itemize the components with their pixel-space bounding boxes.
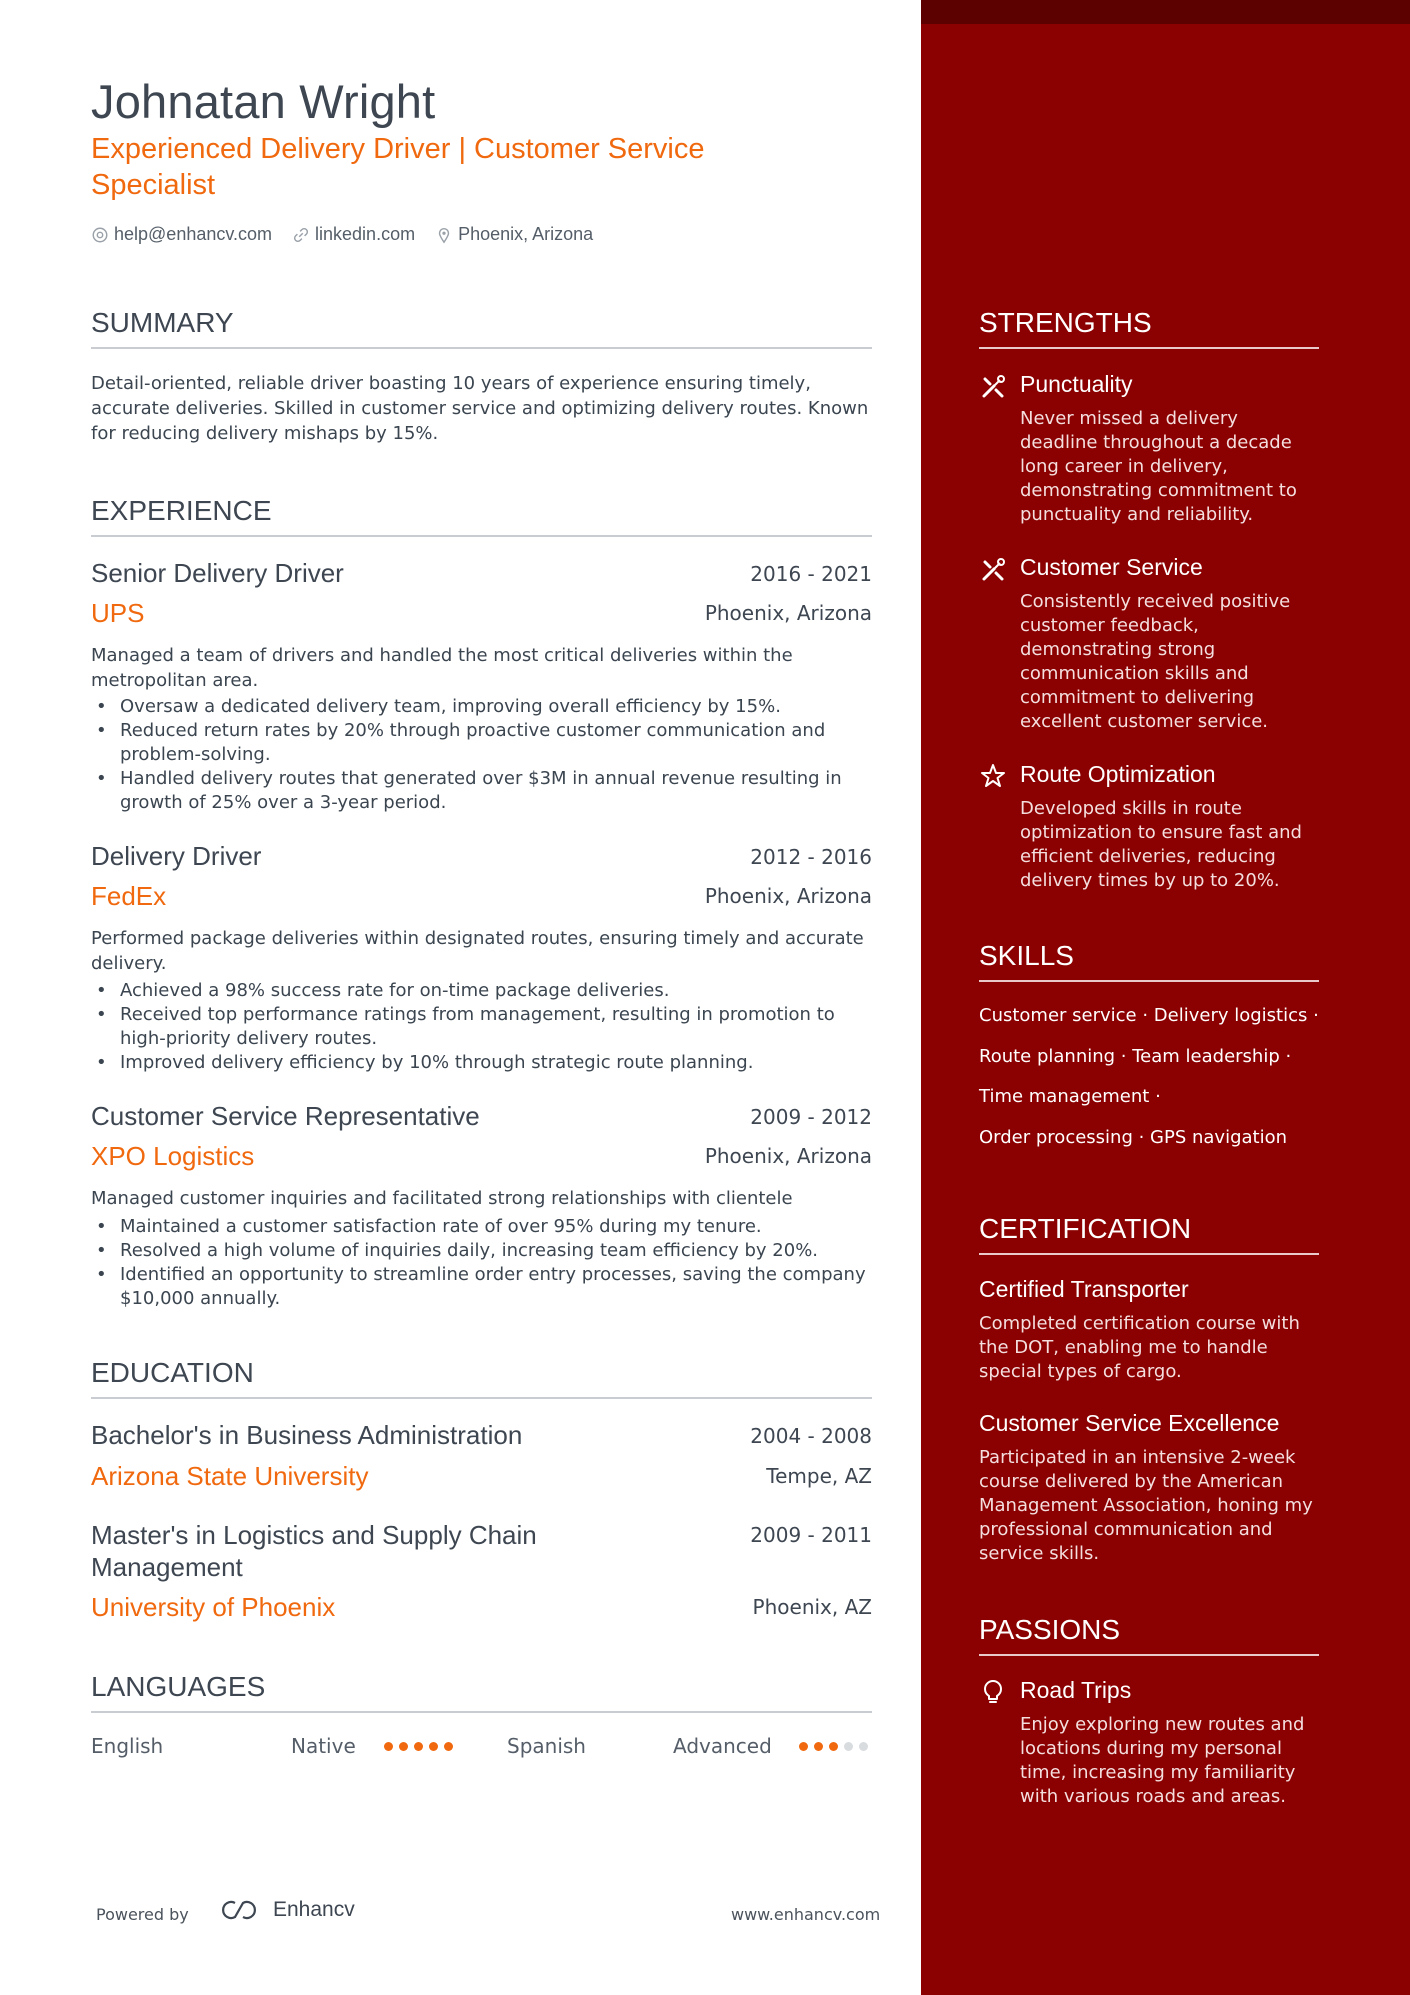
email-text: help@enhancv.com [114, 224, 273, 244]
education-degree: Bachelor's in Business Administration [91, 1420, 523, 1450]
education-degree: Master's in Logistics and Supply Chain Management [91, 1520, 537, 1582]
certification-title: Certified Transporter [979, 1276, 1189, 1302]
enhancv-logo-icon [215, 1897, 263, 1923]
job-location: Phoenix, Arizona [704, 884, 872, 908]
job-title: Senior Delivery Driver [91, 558, 344, 588]
skills-heading: SKILLS [979, 940, 1319, 982]
skills-line: Customer service · Delivery logistics · [979, 1005, 1319, 1026]
job-bullet: • Reduced return rates by 20% through proactive customer communication and problem-solving. [91, 719, 872, 767]
rating-dot [429, 1742, 438, 1751]
job-bullet: • Received top performance ratings from management, resulting in promotion to high-priority delivery routes. [91, 1003, 872, 1051]
education-heading: EDUCATION [91, 1357, 872, 1399]
tools-icon [979, 373, 1007, 401]
language-level: Advanced [673, 1734, 772, 1758]
sidebar-top-bar [921, 0, 1410, 24]
rating-dot [414, 1742, 423, 1751]
job-bullet: • Improved delivery efficiency by 10% through strategic route planning. [91, 1051, 872, 1075]
strength-title: Route Optimization [1020, 761, 1216, 787]
job-description: Managed customer inquiries and facilitated strong relationships with clientele [91, 1188, 793, 1209]
language-name: English [91, 1734, 164, 1758]
experience-heading: EXPERIENCE [91, 495, 872, 537]
strength-description: Never missed a delivery deadline throughout a decade long career in delivery, demonstrating commitment to punctuality and reliability. [1020, 408, 1297, 525]
education-location: Phoenix, AZ [752, 1595, 872, 1619]
certification-description: Completed certification course with the DOT, enabling me to handle special types of cargo. [979, 1313, 1300, 1382]
education-dates: 2004 - 2008 [750, 1424, 872, 1448]
job-description: Performed package deliveries within designated routes, ensuring timely and accurate delivery. [91, 928, 864, 974]
job-title: Delivery Driver [91, 841, 262, 871]
rating-dot [799, 1742, 808, 1751]
enhancv-logo[interactable] [215, 1897, 355, 1923]
job-title: Customer Service Representative [91, 1101, 480, 1131]
job-company: UPS [91, 598, 145, 628]
job-bullet: • Resolved a high volume of inquiries daily, increasing team efficiency by 20%. [91, 1239, 872, 1263]
candidate-name: Johnatan Wright [91, 75, 436, 128]
strength-description: Developed skills in route optimization to ensure fast and efficient deliveries, reducing delivery times by up to 20%. [1020, 798, 1302, 891]
summary-text: Detail-oriented, reliable driver boasting 10 years of experience ensuring timely, accurate deliveries. Skilled in customer service and optimizing delivery routes. Known for reducing delivery mishaps by 15%. [91, 373, 869, 444]
job-bullets [91, 979, 872, 1075]
location-pin-icon [435, 226, 453, 244]
contact-email[interactable] [91, 224, 272, 245]
strengths-heading: STRENGTHS [979, 307, 1319, 349]
job-location: Phoenix, Arizona [704, 1144, 872, 1168]
passion-title: Road Trips [1020, 1677, 1132, 1703]
star-icon [979, 762, 1007, 790]
certification-heading: CERTIFICATION [979, 1213, 1319, 1255]
contact-linkedin[interactable] [292, 224, 415, 245]
languages-row [91, 1734, 872, 1764]
job-bullet: • Maintained a customer satisfaction rate of over 95% during my tenure. [91, 1215, 872, 1239]
job-bullets [91, 695, 872, 815]
website-link[interactable]: www.enhancv.com [731, 1905, 881, 1924]
job-dates: 2012 - 2016 [750, 845, 872, 869]
strength-description: Consistently received positive customer feedback, demonstrating strong communication skills and commitment to delivering excellent customer service. [1020, 591, 1291, 732]
education-school: University of Phoenix [91, 1592, 336, 1622]
candidate-title: Experienced Delivery Driver | Customer Service Specialist [91, 133, 705, 201]
rating-dot [399, 1742, 408, 1751]
job-location: Phoenix, Arizona [704, 601, 872, 625]
rating-dot [444, 1742, 453, 1751]
certification-title: Customer Service Excellence [979, 1410, 1280, 1436]
tools-icon [979, 556, 1007, 584]
job-bullet: • Handled delivery routes that generated over $3M in annual revenue resulting in growth of 25% over a 3-year period. [91, 767, 872, 815]
language-name: Spanish [507, 1734, 586, 1758]
rating-dot [814, 1742, 823, 1751]
passion-description: Enjoy exploring new routes and locations during my personal time, increasing my familiarity with various roads and areas. [1020, 1714, 1305, 1807]
language-rating [799, 1742, 868, 1751]
job-bullets [91, 1215, 872, 1311]
job-dates: 2009 - 2012 [750, 1105, 872, 1129]
lightbulb-icon [979, 1678, 1007, 1706]
rating-dot [844, 1742, 853, 1751]
enhancv-brand: Enhancv [273, 1898, 355, 1921]
contact-info [91, 224, 593, 245]
job-company: FedEx [91, 881, 167, 911]
skills-line: Order processing · GPS navigation [979, 1127, 1288, 1148]
job-company: XPO Logistics [91, 1141, 255, 1171]
education-dates: 2009 - 2011 [750, 1523, 872, 1547]
powered-by-text: Powered by [96, 1905, 189, 1924]
language-rating [384, 1742, 453, 1751]
link-icon [292, 226, 310, 244]
contact-location [435, 224, 593, 245]
education-location: Tempe, AZ [766, 1464, 872, 1488]
linkedin-text: linkedin.com [315, 224, 416, 244]
passions-heading: PASSIONS [979, 1614, 1319, 1656]
rating-dot [384, 1742, 393, 1751]
job-bullet: • Identified an opportunity to streamline order entry processes, saving the company $10,000 annually. [91, 1263, 872, 1311]
rating-dot [859, 1742, 868, 1751]
location-text: Phoenix, Arizona [458, 224, 594, 244]
education-school: Arizona State University [91, 1461, 369, 1491]
job-bullet: • Achieved a 98% success rate for on-time package deliveries. [91, 979, 872, 1003]
languages-heading: LANGUAGES [91, 1671, 872, 1713]
job-description: Managed a team of drivers and handled the most critical deliveries within the metropolitan area. [91, 645, 793, 691]
certification-description: Participated in an intensive 2-week course delivered by the American Management Association, honing my professional communication and service skills. [979, 1447, 1313, 1564]
rating-dot [829, 1742, 838, 1751]
skills-line: Route planning · Team leadership · [979, 1046, 1292, 1067]
strength-title: Punctuality [1020, 371, 1133, 397]
job-dates: 2016 - 2021 [750, 562, 872, 586]
strength-title: Customer Service [1020, 554, 1203, 580]
job-bullet: • Oversaw a dedicated delivery team, improving overall efficiency by 15%. [91, 695, 872, 719]
at-icon [91, 226, 109, 244]
language-level: Native [291, 1734, 356, 1758]
skills-line: Time management · [979, 1086, 1161, 1107]
summary-heading: SUMMARY [91, 307, 872, 349]
